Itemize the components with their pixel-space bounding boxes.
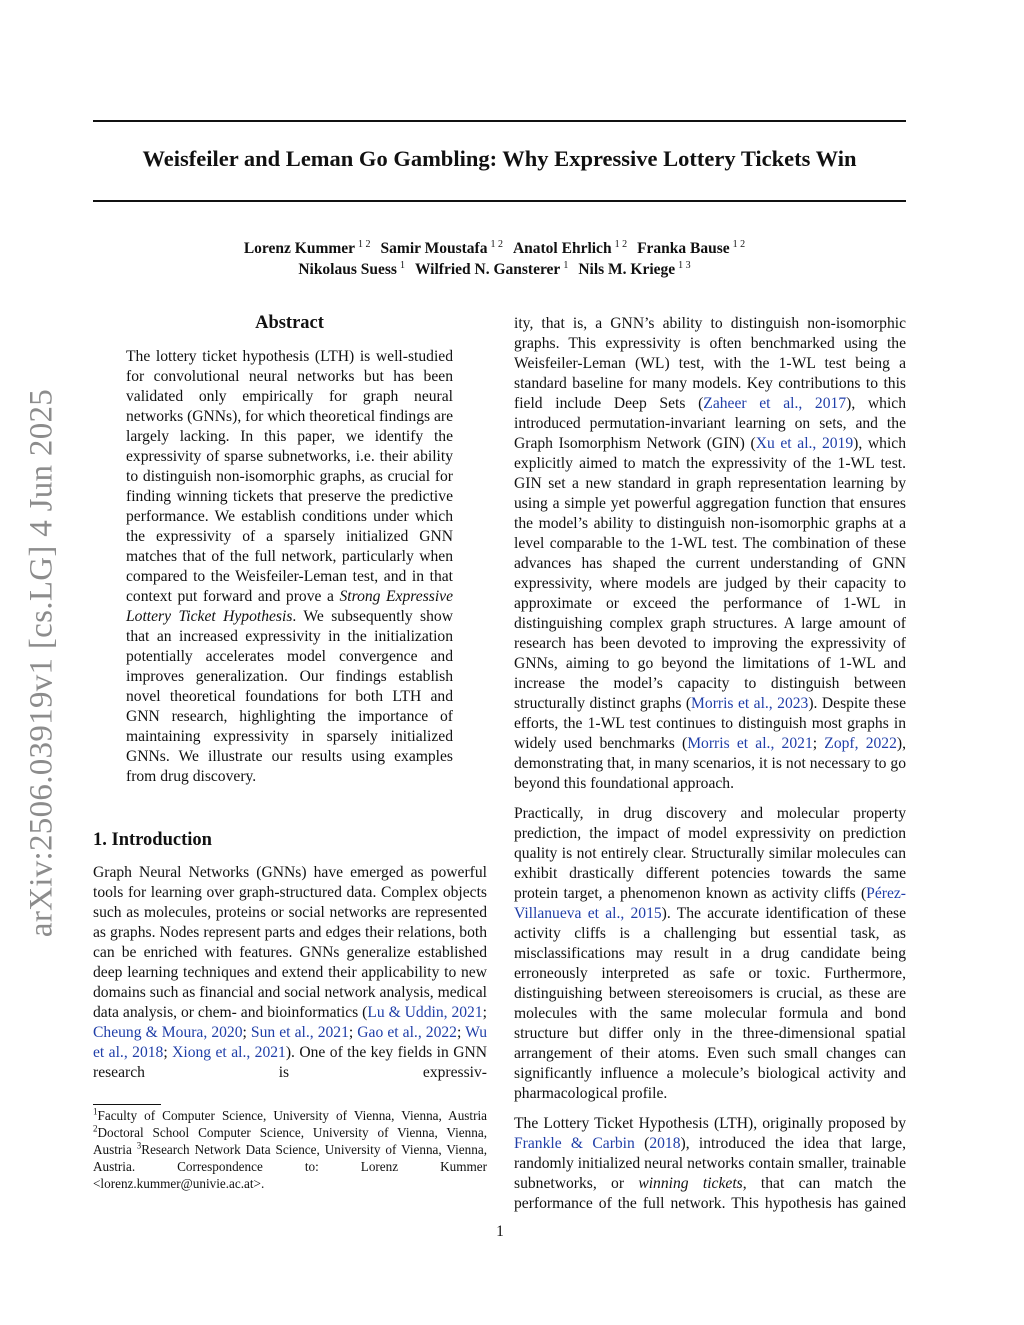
- text-run: Graph Neural Networks (GNNs) have emerged as powerful tools for learning over graph-structured data. Complex objects such as molecules, proteins or social networks are represented as graphs. Nodes represent parts and edges their relations, both can be enriched with features. GNNs generalize established deep learning techniques and extend their applicability to new domains such as financial and social network analysis, medical data analysis, or chem- and bioinformatics (: [93, 864, 487, 1021]
- text-run: ), introduced the idea that large, randomly initialized neural networks contain smaller, trainable subnetworks, or: [514, 1135, 906, 1192]
- author-affiliation: 1 2: [614, 239, 628, 250]
- author-name: Anatol Ehrlich: [512, 240, 612, 258]
- paper-title: Weisfeiler and Leman Go Gambling: Why Expressive Lottery Tickets Win: [142, 146, 857, 171]
- intro-paragraph-2: [514, 804, 906, 1104]
- abstract-heading: Abstract: [255, 313, 324, 333]
- citation-link[interactable]: Zaheer et al., 2017: [703, 395, 847, 412]
- text-run: Practically, in drug discovery and molecular property prediction, the impact of model expressivity on prediction quality is not entirely clear. Structurally similar molecules can exhibit drastically different potencies towards the same protein target, a phenomenon known as activity cliffs (: [514, 805, 906, 902]
- intro-paragraph-1-left: [93, 863, 487, 1083]
- text-run: ;: [812, 735, 825, 752]
- authors-line-2: [93, 256, 906, 280]
- author-name: Samir Moustafa: [380, 240, 488, 258]
- author-affiliation: 1 3: [678, 260, 691, 271]
- author-affiliation: 1 2: [732, 239, 746, 250]
- author-name: Wilfried N. Gansterer: [414, 261, 561, 279]
- citation-link[interactable]: Lu & Uddin, 2021: [367, 1004, 483, 1021]
- author-affiliation: 1 2: [490, 239, 503, 250]
- title-bottom-rule: [93, 200, 906, 202]
- author-name: Lorenz Kummer: [243, 240, 356, 258]
- text-run: ity, that is, a GNN’s ability to distinguish non-isomorphic graphs. This expressivity is often benchmarked using the Weisfeiler-Leman (WL) test, with the 1-WL test being a standard baseline for many models. Key contributions to this field include Deep Sets (: [514, 315, 906, 412]
- citation-link[interactable]: Xiong et al., 2021: [172, 1044, 286, 1061]
- text-run: , that can match the performance of the full network. This hypothesis has gained: [514, 1175, 907, 1212]
- citation-link[interactable]: Xu et al., 2019: [755, 435, 854, 452]
- right-column: [514, 314, 906, 1224]
- citation-link[interactable]: Gao et al., 2022: [357, 1024, 457, 1041]
- author-name: Nils M. Kriege: [578, 261, 676, 279]
- citation-link[interactable]: Zopf, 2022: [824, 735, 897, 752]
- text-run: The lottery ticket hypothesis (LTH) is well-studied for convolutional neural networks but has been validated only empirically for graph neural networks (GNNs), for which theoretical findings are largely lacking. In this paper, we identify the expressivity of sparse subnetworks, i.e. their ability to distinguish non-isomorphic graphs, as crucial for finding winning tickets that preserve the predictive performance. We establish conditions under which the expressivity of a sparsely initialized GNN matches that of the full network, particularly when compared to the Weisfeiler-Leman test, and in that context put forward and prove a: [126, 348, 453, 605]
- text-run: The Lottery Ticket Hypothesis (LTH), originally proposed by: [514, 1115, 906, 1132]
- footnote-marker: 3: [136, 1140, 142, 1151]
- author-affiliation: 1: [399, 260, 405, 271]
- author-affiliation: 1 2: [358, 239, 371, 250]
- arxiv-stamp: arXiv:2506.03919v1 [cs.LG] 4 Jun 2025: [23, 388, 60, 938]
- text-run: ), which introduced permutation-invariant learning on sets, and the Graph Isomorphism Network (GIN) (: [514, 395, 907, 452]
- footnote-marker: 2: [93, 1123, 98, 1134]
- emphasized-text: winning tickets: [638, 1175, 743, 1192]
- footnote-marker: 1: [93, 1106, 98, 1117]
- citation-link[interactable]: Morris et al., 2021: [687, 735, 813, 752]
- footnote-rule: [93, 1104, 161, 1105]
- text-run: ;: [456, 1024, 466, 1041]
- title-top-rule: [93, 120, 906, 122]
- text-run: ). The accurate identification of these activity cliffs is a challenging but essential task, as misclassifications may result in a drug candidate being erroneously interpreted as safe or toxic. Furthermore, distinguishing between stereoisomers is crucial, as these are molecules with the same molecular formula and bond structure but differ only in the three-dimensional spatial arrangement of their atoms. Even such small changes can significantly influence a molecule’s biological activity and pharmacological profile.: [514, 905, 906, 1102]
- text-run: ). One of the key fields in GNN research is expressiv-: [93, 1044, 488, 1081]
- citation-link[interactable]: Pérez-Villanueva et al., 2015: [514, 885, 906, 922]
- citation-link[interactable]: 2018: [649, 1135, 681, 1152]
- intro-paragraph-3: [514, 1114, 906, 1214]
- abstract-body: [126, 347, 453, 787]
- emphasized-text: Strong Expressive Lottery Ticket Hypothesis: [126, 588, 454, 625]
- author-affiliation: 1: [563, 260, 569, 271]
- citation-link[interactable]: Frankle & Carbin: [514, 1135, 635, 1152]
- affiliation-text: Doctoral School Computer Science, University of Vienna, Vienna, Austria: [93, 1125, 487, 1157]
- left-column: [93, 312, 487, 1192]
- text-run: ;: [348, 1024, 358, 1041]
- text-run: ), which explicitly aimed to match the expressivity of the 1-WL test. GIN set a new standard in graph representation learning by using a simple yet powerful aggregation function that ensures the model’s ability to distinguish non-isomorphic graphs at a level comparable to the 1-WL test. The combination of these advances has shaped the current understanding of GNN expressivity, where models are judged by their capacity to approximate or exceed the performance of 1-WL in distinguishing complex graph structures. A large amount of research has been devoted to improving the expressivity of GNNs, aiming to go beyond the limitations of 1-WL and increase the model’s capacity to distinguish between structurally distinct graphs (: [514, 435, 906, 712]
- citation-link[interactable]: Morris et al., 2023: [691, 695, 809, 712]
- author-name: Nikolaus Suess: [298, 261, 397, 279]
- affiliation-text: Faculty of Computer Science, University of Vienna, Vienna, Austria: [97, 1108, 487, 1123]
- text-run: . We subsequently show that an increased expressivity in the initialization potentially accelerates model convergence and improves generalization. Our findings establish novel theoretical foundations for both LTH and GNN research, highlighting the importance of maintaining expressivity in sparsely initialized GNNs. We illustrate our results using examples from drug discovery.: [126, 608, 453, 785]
- text-run: (: [634, 1135, 650, 1152]
- footnote-area: [93, 1094, 487, 1192]
- page-number: 1: [496, 1223, 504, 1240]
- intro-paragraph-1-right: [514, 314, 906, 794]
- text-run: ;: [482, 1004, 487, 1021]
- citation-link[interactable]: Wu et al., 2018: [93, 1024, 487, 1061]
- text-run: ;: [242, 1024, 251, 1041]
- citation-link[interactable]: Cheung & Moura, 2020: [93, 1024, 243, 1041]
- text-run: ), demonstrating that, in many scenarios, it is not necessary to go beyond this foundational approach.: [514, 735, 906, 792]
- author-name: Franka Bause: [637, 240, 730, 258]
- affiliations-footnote: [93, 1107, 487, 1192]
- introduction-heading: 1. Introduction: [93, 830, 212, 850]
- text-run: ). Despite these efforts, the 1-WL test continues to distinguish most graphs in widely used benchmarks (: [514, 695, 907, 752]
- citation-link[interactable]: Sun et al., 2021: [250, 1024, 349, 1041]
- text-run: ;: [163, 1044, 173, 1061]
- affiliation-text: Research Network Data Science, University of Vienna, Vienna, Austria. Correspondence to: Lorenz Kummer <lorenz.kummer@univie.ac.at>.: [93, 1142, 487, 1191]
